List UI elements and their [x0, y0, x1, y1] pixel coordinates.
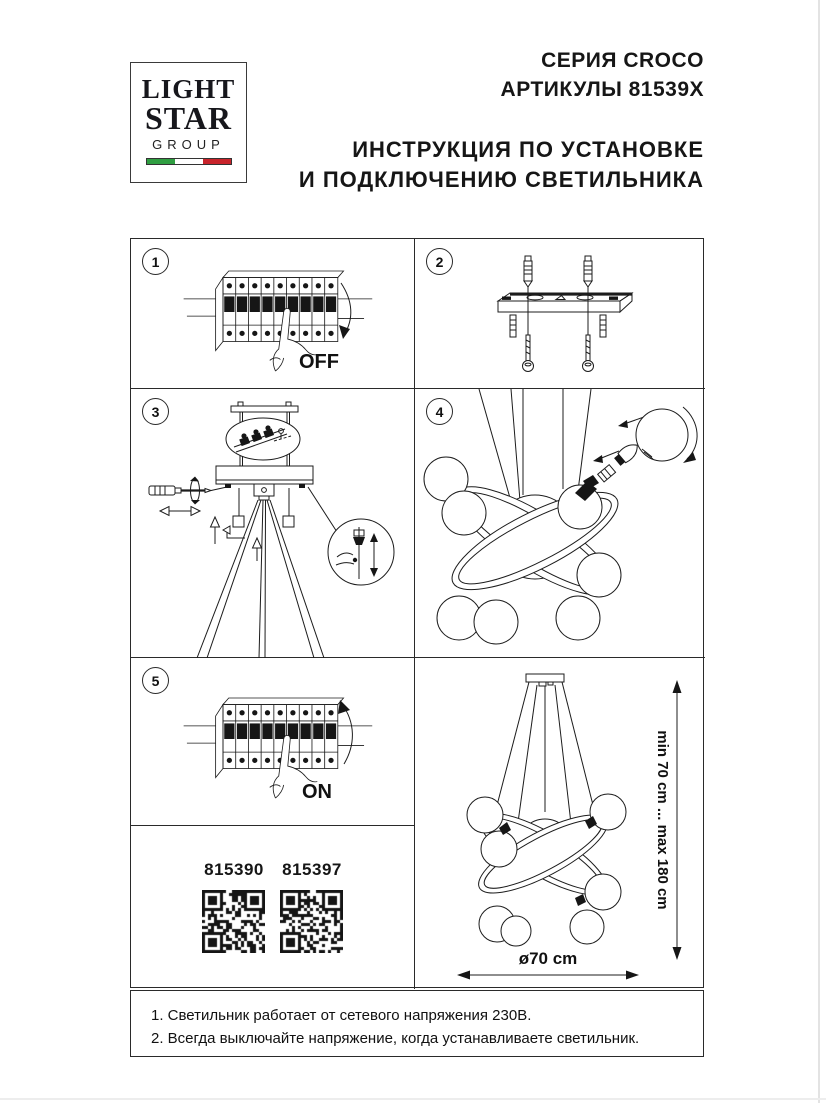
step3-cell [131, 389, 415, 658]
adjust-arrows [211, 517, 262, 561]
step3-number: 3 [142, 398, 169, 425]
cable-weight [283, 516, 294, 527]
title-line-2: И ПОДКЛЮЧЕНИЮ СВЕТИЛЬНИКА [298, 167, 704, 192]
on-label: ON [302, 781, 332, 803]
dimensions-drawing [415, 658, 705, 989]
screw-icon [523, 335, 594, 372]
off-arrow-icon [339, 283, 351, 339]
flag-green [147, 159, 175, 164]
dimensions-cell [415, 658, 705, 989]
logo-word-group: GROUP [152, 137, 225, 153]
breaker-on-drawing [131, 658, 415, 826]
mounting-bracket-drawing [415, 239, 705, 389]
cable-lock-inset [328, 519, 394, 585]
page-edge [818, 0, 820, 1103]
title-line-1: ИНСТРУКЦИЯ ПО УСТАНОВКЕ [352, 137, 704, 162]
instruction-grid [130, 238, 704, 988]
qr-cell [131, 826, 415, 989]
terminal-block-inset [226, 418, 300, 460]
flag-white [175, 159, 203, 164]
article-line: АРТИКУЛЫ 81539X [500, 78, 704, 101]
bracket-bar-icon [498, 293, 632, 312]
anchor-sleeve-icon [510, 315, 606, 337]
flag-red [203, 159, 231, 164]
breaker-off-drawing [131, 239, 415, 389]
on-arrow-icon [338, 700, 352, 764]
canopy-icon [216, 466, 313, 500]
wall-plug-icon [524, 256, 592, 287]
page-edge [0, 1098, 826, 1100]
diameter-dimension [457, 949, 639, 980]
canopy-icon [526, 674, 564, 682]
series-header [260, 46, 704, 104]
qr-code-1 [202, 890, 265, 953]
qr-code-2 [280, 890, 343, 953]
height-range-label: min 70 cm ... max 180 cm [654, 730, 671, 910]
logo-word-star: STAR [145, 100, 232, 136]
step2-number: 2 [426, 248, 453, 275]
screwdriver-icon [149, 477, 211, 516]
qr-label-2: 815397 [282, 860, 342, 879]
step2-cell [415, 239, 705, 389]
footer-notes [130, 990, 704, 1057]
note-1: 1. Светильник работает от сетевого напряжения 230В. [151, 1007, 532, 1024]
glass-globe [636, 409, 688, 461]
step1-number: 1 [142, 248, 169, 275]
step4-number: 4 [426, 398, 453, 425]
bulb-install-drawing [415, 389, 705, 658]
canopy-install-drawing [131, 389, 415, 658]
height-dimension [654, 680, 682, 960]
logo-word-light: LIGHT [141, 74, 236, 104]
series-line: СЕРИЯ CROCO [541, 49, 704, 72]
off-label: OFF [299, 351, 339, 373]
cable-weight [233, 516, 244, 527]
page-title [260, 135, 704, 195]
diameter-label: ø70 cm [518, 949, 578, 968]
note-2: 2. Всегда выключайте напряжение, когда устанавливаете светильник. [151, 1030, 640, 1047]
lightstar-logo [130, 62, 247, 183]
italian-flag-icon [146, 158, 232, 165]
step5-number: 5 [142, 667, 169, 694]
step4-cell [415, 389, 705, 658]
qr-label-1: 815390 [204, 860, 264, 879]
step1-cell [131, 239, 415, 389]
step5-cell [131, 658, 415, 826]
